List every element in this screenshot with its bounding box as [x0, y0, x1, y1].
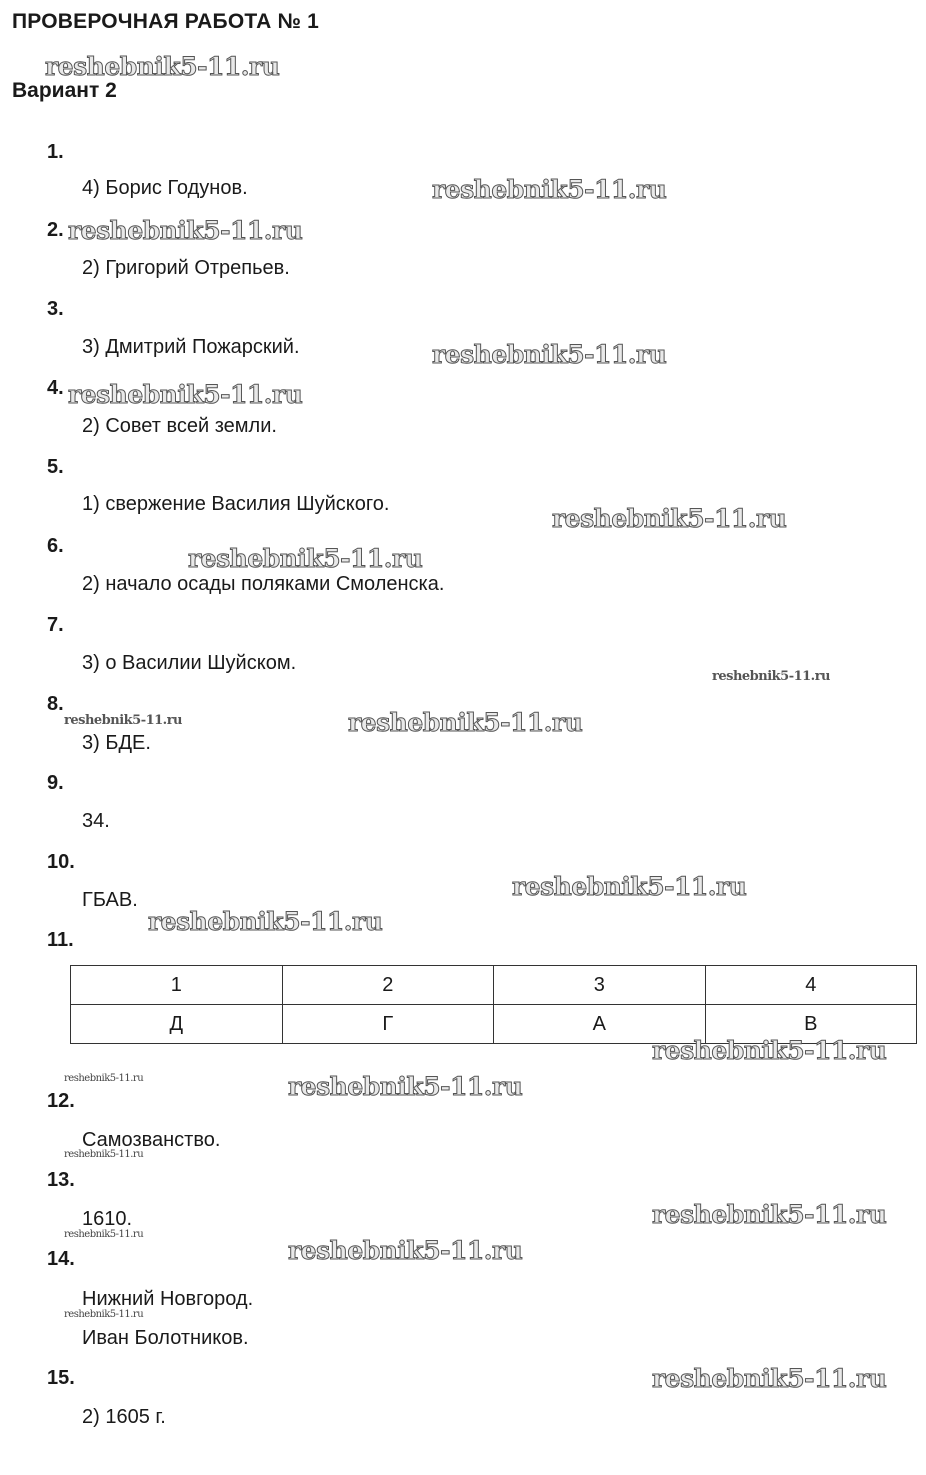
table-cell: Г [282, 1005, 494, 1044]
answer-text: 3) БДЕ. [82, 732, 151, 754]
answer-text: 1) свержение Василия Шуйского. [82, 493, 390, 515]
table-header-row [71, 966, 917, 1005]
answer-text: 2) Григорий Отрепьев. [82, 257, 290, 279]
watermark: reshebnik5-11.ru [64, 1149, 144, 1160]
question-number: 4. [47, 377, 64, 399]
question-number: 12. [47, 1090, 75, 1112]
question-number: 13. [47, 1169, 75, 1191]
answer-text: 4) Борис Годунов. [82, 177, 248, 199]
answer-text: 34. [82, 810, 110, 832]
answer-text: 3) о Василии Шуйском. [82, 652, 297, 674]
watermark: reshebnik5-11.ru [68, 380, 303, 409]
variant-heading: Вариант 2 [12, 79, 117, 102]
answer-text: Иван Болотников. [82, 1327, 249, 1349]
watermark: reshebnik5-11.ru [652, 1200, 887, 1229]
question-number: 10. [47, 851, 75, 873]
question-number: 3. [47, 298, 64, 320]
watermark: reshebnik5-11.ru [148, 907, 383, 936]
watermark: reshebnik5-11.ru [45, 52, 280, 81]
watermark: reshebnik5-11.ru [288, 1236, 523, 1265]
answer-text: 2) 1605 г. [82, 1406, 166, 1428]
question-number: 9. [47, 772, 64, 794]
watermark: reshebnik5-11.ru [64, 713, 183, 728]
answer-text: 1610. [82, 1208, 133, 1230]
watermark: reshebnik5-11.ru [288, 1072, 523, 1101]
watermark: reshebnik5-11.ru [512, 872, 747, 901]
table-cell: А [494, 1005, 706, 1044]
answer-text: Нижний Новгород. [82, 1288, 254, 1310]
watermark: reshebnik5-11.ru [652, 1036, 887, 1065]
watermark: reshebnik5-11.ru [64, 1073, 144, 1084]
watermark: reshebnik5-11.ru [68, 216, 303, 245]
question-number: 7. [47, 614, 64, 636]
page-title: ПРОВЕРОЧНАЯ РАБОТА № 1 [12, 10, 319, 33]
watermark: reshebnik5-11.ru [64, 1229, 144, 1240]
question-number: 8. [47, 693, 64, 715]
table-cell: 4 [705, 966, 917, 1005]
table-cell: 3 [494, 966, 706, 1005]
answer-table [70, 965, 917, 1044]
question-number: 1. [47, 141, 64, 163]
answer-text: 2) начало осады поляками Смоленска. [82, 573, 445, 595]
table-cell: Д [71, 1005, 283, 1044]
question-number: 11. [47, 929, 74, 951]
answer-text: Самозванство. [82, 1129, 221, 1151]
table-cell: 1 [71, 966, 283, 1005]
watermark: reshebnik5-11.ru [64, 1309, 144, 1320]
watermark: reshebnik5-11.ru [432, 340, 667, 369]
table-cell: 2 [282, 966, 494, 1005]
watermark: reshebnik5-11.ru [188, 544, 423, 573]
question-number: 14. [47, 1248, 75, 1270]
answer-text: 2) Совет всей земли. [82, 415, 277, 437]
watermark: reshebnik5-11.ru [652, 1364, 887, 1393]
question-number: 6. [47, 535, 64, 557]
question-number: 15. [47, 1367, 75, 1389]
question-number: 5. [47, 456, 64, 478]
table-cell: В [705, 1005, 917, 1044]
answer-text: 3) Дмитрий Пожарский. [82, 336, 300, 358]
answer-text: ГБАВ. [82, 889, 138, 911]
question-number: 2. [47, 219, 64, 241]
watermark: reshebnik5-11.ru [712, 669, 831, 684]
watermark: reshebnik5-11.ru [432, 175, 667, 204]
watermark: reshebnik5-11.ru [348, 708, 583, 737]
watermark: reshebnik5-11.ru [552, 504, 787, 533]
